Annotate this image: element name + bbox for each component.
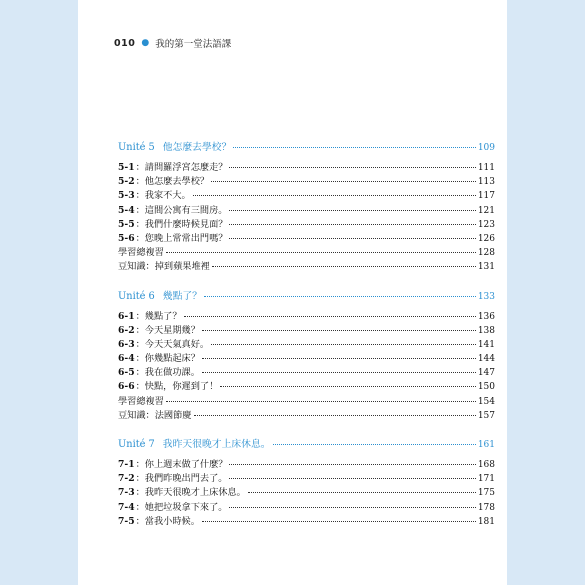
dot-leader (166, 252, 476, 253)
dot-leader (248, 492, 476, 493)
toc-entry[interactable] (118, 458, 495, 472)
toc-entry[interactable] (118, 352, 495, 366)
entry-number: 7-5 (118, 515, 135, 527)
toc-entry[interactable] (118, 486, 495, 500)
entry-number: 6-2 (118, 324, 135, 336)
header-book-title: 我的第一堂法語課 (155, 39, 232, 50)
toc-entry[interactable] (118, 232, 495, 246)
entry-title: 學習總複習 (118, 395, 164, 407)
entry-page-number: 171 (477, 474, 495, 485)
toc-entry[interactable] (118, 515, 495, 529)
dot-leader (166, 401, 476, 402)
entry-title: ：他怎麼去學校？ (135, 176, 210, 188)
entry-number: 6-6 (118, 381, 135, 393)
entry-number: 7-3 (118, 487, 135, 499)
toc-entry[interactable] (118, 501, 495, 515)
unit-title: 幾點了？ (162, 290, 202, 302)
unit-title: 我昨天很晚才上床休息。 (162, 439, 271, 450)
dot-leader (204, 296, 476, 297)
dot-leader (202, 521, 476, 522)
entry-number: 5-6 (118, 232, 135, 244)
table-of-contents (118, 140, 495, 529)
entry-title: ：我們什麼時候見面？ (135, 218, 228, 230)
entry-title: ：我昨天很晚才上床休息。 (135, 487, 246, 499)
unit-name: Unité 6 (118, 290, 155, 302)
entry-page-number: 150 (477, 382, 495, 393)
entry-title: ：請問羅浮宮怎麼走？ (135, 162, 228, 173)
entry-number: 7-4 (118, 501, 135, 513)
entry-page-number: 144 (477, 354, 495, 365)
dot-leader (229, 238, 475, 239)
dot-leader (229, 167, 475, 168)
entry-title: 豆知識：掉到蘋果堆裡 (118, 261, 210, 273)
dot-leader (193, 195, 476, 196)
entry-page-number: 111 (477, 163, 495, 173)
entry-title: ：她把垃圾拿下來了。 (135, 501, 228, 513)
dot-leader (229, 478, 475, 479)
unit-page-number: 109 (477, 143, 495, 153)
dot-leader (229, 464, 475, 465)
toc-entry[interactable] (118, 395, 495, 409)
book-page (78, 0, 507, 585)
entry-page-number: 123 (477, 219, 495, 230)
entry-title: ：你幾點起床？ (135, 353, 200, 365)
toc-entry[interactable] (118, 310, 495, 324)
dot-leader (194, 415, 476, 416)
entry-page-number: 113 (477, 177, 495, 188)
entry-number: 5-5 (118, 218, 135, 230)
left-margin-band (0, 0, 78, 585)
entry-page-number: 136 (477, 311, 495, 322)
entry-number: 6-3 (118, 338, 135, 350)
dot-leader (202, 330, 476, 331)
toc-entry[interactable] (118, 218, 495, 232)
entry-page-number: 154 (477, 396, 495, 407)
toc-entry[interactable] (118, 409, 495, 423)
right-margin-band (507, 0, 585, 585)
dot-leader (229, 210, 475, 211)
toc-entry[interactable] (118, 338, 495, 352)
dot-leader (211, 344, 476, 345)
entry-number: 5-2 (118, 176, 135, 188)
toc-entry[interactable] (118, 161, 495, 175)
entry-title: ：您晚上常常出門嗎？ (135, 232, 228, 244)
entry-title: ：我在做功課。 (135, 367, 200, 379)
entry-number: 6-1 (118, 310, 135, 322)
entry-page-number: 175 (477, 488, 495, 499)
toc-entry[interactable] (118, 246, 495, 260)
entry-title: ：幾點了？ (135, 310, 182, 322)
entry-number: 5-4 (118, 204, 135, 216)
toc-entry[interactable] (118, 204, 495, 218)
toc-entry[interactable] (118, 260, 495, 274)
entry-title: 豆知識：法國節慶 (118, 409, 192, 421)
dot-leader (229, 507, 475, 508)
entry-page-number: 147 (477, 368, 495, 379)
entry-number: 5-1 (118, 162, 135, 173)
dot-leader (233, 147, 475, 148)
entry-page-number: 121 (477, 205, 495, 216)
entry-title: ：這間公寓有三間房。 (135, 204, 228, 216)
toc-entry[interactable] (118, 366, 495, 380)
dot-leader (229, 224, 475, 225)
entry-page-number: 138 (477, 325, 495, 336)
entry-title: ：你上週末做了什麼？ (135, 459, 228, 470)
entry-page-number: 126 (477, 233, 495, 244)
header-separator: ● (141, 38, 150, 48)
entry-number: 7-2 (118, 473, 135, 485)
toc-entry[interactable] (118, 175, 495, 189)
unit-title: 他怎麼去學校？ (162, 142, 232, 153)
toc-unit-heading[interactable] (118, 437, 495, 453)
unit-name: Unité 7 (118, 439, 155, 450)
unit-page-number: 133 (477, 291, 495, 302)
entry-title: 學習總複習 (118, 247, 164, 259)
dot-leader (184, 316, 476, 317)
dot-leader (212, 266, 476, 267)
entry-title: ：今天天氣真好。 (135, 338, 210, 350)
dot-leader (202, 358, 476, 359)
entry-page-number: 117 (477, 191, 495, 202)
entry-title: ：今天星期幾？ (135, 324, 200, 336)
entry-number: 6-4 (118, 353, 135, 365)
toc-entry[interactable] (118, 380, 495, 394)
toc-unit-heading[interactable] (118, 140, 495, 156)
dot-leader (273, 444, 476, 445)
entry-page-number: 181 (477, 516, 495, 527)
entry-title: ：我家不大。 (135, 190, 191, 202)
header-page-number: 010 (114, 37, 136, 49)
entry-page-number: 131 (477, 262, 495, 273)
entry-page-number: 141 (477, 339, 495, 350)
entry-page-number: 157 (477, 410, 495, 421)
dot-leader (220, 386, 476, 387)
entry-page-number: 128 (477, 248, 495, 259)
entry-number: 5-3 (118, 190, 135, 202)
entry-title: ：我們昨晚出門去了。 (135, 473, 228, 485)
entry-number: 6-5 (118, 367, 135, 379)
entry-number: 7-1 (118, 459, 135, 470)
entry-page-number: 178 (477, 502, 495, 513)
dot-leader (202, 372, 476, 373)
toc-unit-heading[interactable] (118, 289, 495, 305)
toc-entry[interactable] (118, 189, 495, 203)
toc-entry[interactable] (118, 472, 495, 486)
entry-title: ：當我小時候。 (135, 515, 200, 527)
dot-leader (211, 181, 476, 182)
toc-entry[interactable] (118, 324, 495, 338)
entry-title: ：快點，你遲到了！ (135, 381, 219, 393)
unit-page-number: 161 (477, 440, 495, 450)
entry-page-number: 168 (477, 460, 495, 470)
unit-name: Unité 5 (118, 142, 155, 153)
running-header (114, 36, 231, 50)
